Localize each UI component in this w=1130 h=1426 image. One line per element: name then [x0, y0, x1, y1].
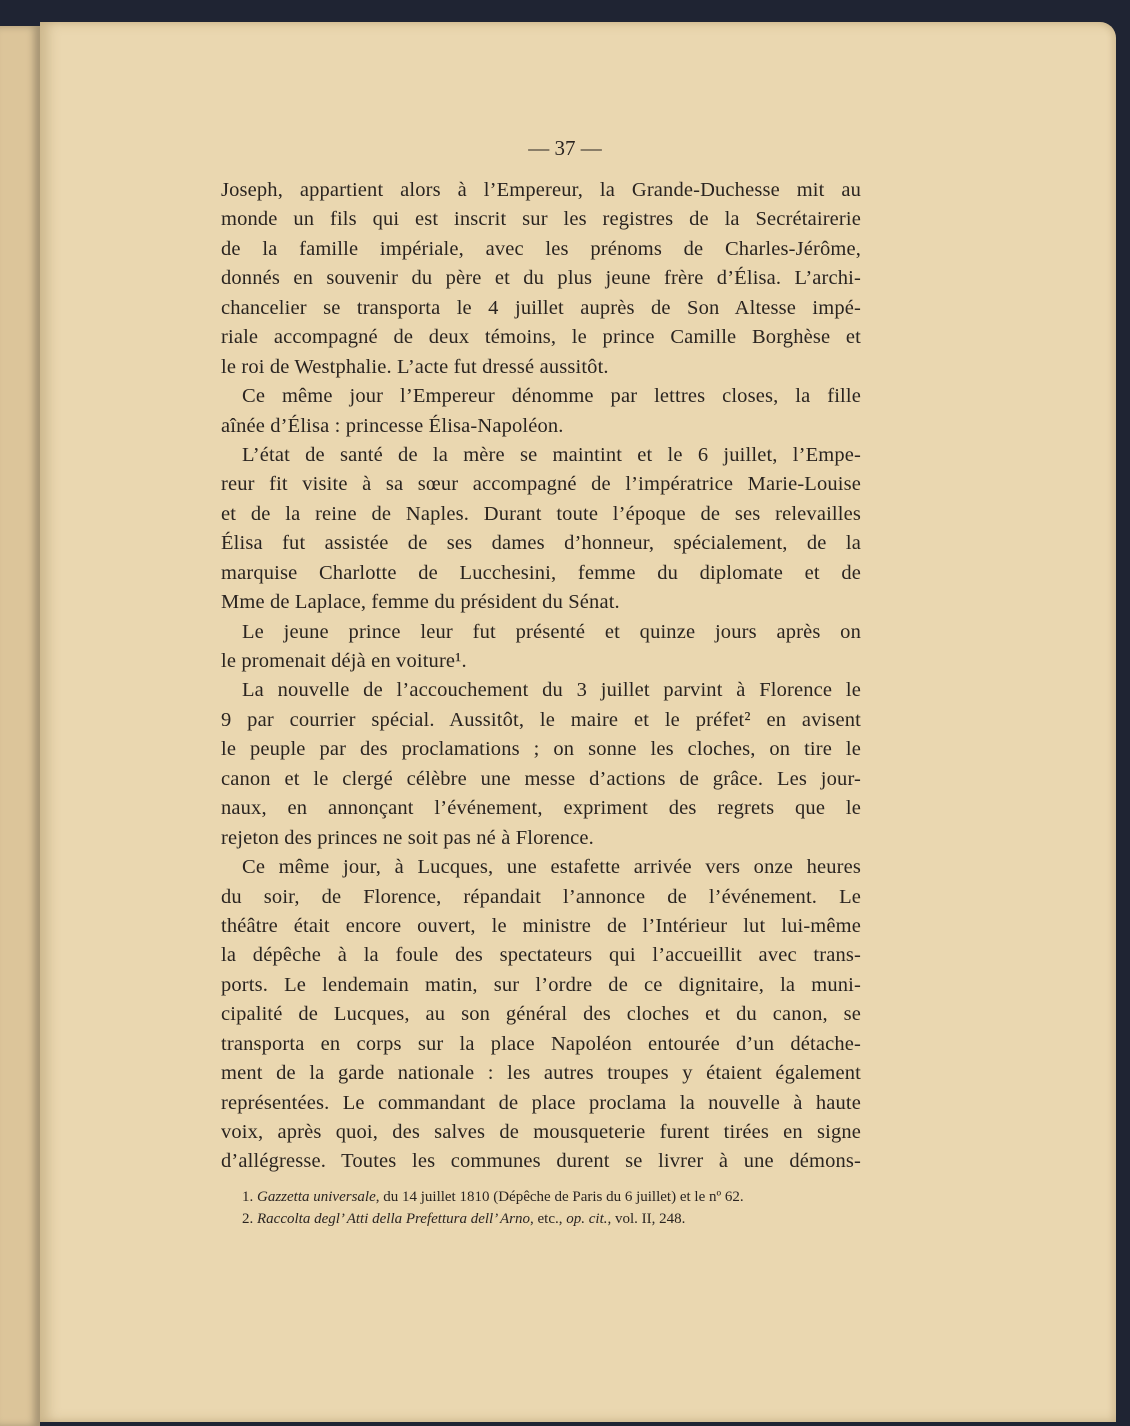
- text-line: ports. Le lendemain matin, sur l’ordre de ce dignitaire, la muni-: [221, 973, 861, 996]
- text-line: canon et le clergé célèbre une messe d’actions de grâce. Les jour-: [221, 767, 861, 790]
- text-line: d’allégresse. Toutes les communes durent se livrer à une démons-: [221, 1150, 861, 1173]
- text-line: aînée d’Élisa : princesse Élisa-Napoléon.: [221, 414, 564, 437]
- text-line: marquise Charlotte de Lucchesini, femme du diplomate et de: [221, 561, 861, 584]
- footnote-1: [242, 1186, 882, 1208]
- text-line: Ce même jour, à Lucques, une estafette arrivée vers onze heures: [242, 856, 861, 879]
- text-line: riale accompagné de deux témoins, le prince Camille Borghèse et: [221, 326, 861, 349]
- facing-page-edge: [0, 26, 40, 1426]
- text-line: donnés en souvenir du père et du plus jeune frère d’Élisa. L’archi-: [221, 267, 861, 290]
- text-line: et de la reine de Naples. Durant toute l’époque de ses relevailles: [221, 502, 861, 525]
- text-line: Le jeune prince leur fut présenté et quinze jours après on: [242, 620, 861, 643]
- footnote-2: [242, 1208, 882, 1230]
- footnote-abbrev: op. cit.: [566, 1211, 608, 1227]
- footnote-number: 1.: [242, 1189, 254, 1205]
- text-line: monde un fils qui est inscrit sur les registres de la Secrétairerie: [221, 208, 861, 231]
- footnote-number: 2.: [242, 1211, 254, 1227]
- footnote-text: , vol. II, 248.: [607, 1211, 686, 1227]
- text-line: voix, après quoi, des salves de mousqueterie furent tirées en signe: [221, 1121, 861, 1143]
- footnotes: [242, 1186, 882, 1230]
- text-line: Joseph, appartient alors à l’Empereur, la Grande-Duchesse mit au: [221, 179, 861, 201]
- text-line: le peuple par des proclamations ; on sonne les cloches, on tire le: [221, 738, 861, 761]
- text-line: L’état de santé de la mère se maintint et le 6 juillet, l’Empe-: [242, 443, 861, 466]
- page-number: — 37 —: [528, 136, 602, 160]
- text-line: la dépêche à la foule des spectateurs qui l’accueillit avec trans-: [221, 944, 861, 967]
- text-line: le roi de Westphalie. L’acte fut dressé aussitôt.: [221, 355, 609, 378]
- text-line: naux, en annonçant l’événement, expriment des regrets que le: [221, 797, 861, 820]
- footnote-text: , etc.,: [530, 1211, 567, 1227]
- text-line: le promenait déjà en voiture¹.: [221, 650, 467, 672]
- text-line: chancelier se transporta le 4 juillet auprès de Son Altesse impé-: [221, 296, 861, 319]
- text-line: La nouvelle de l’accouchement du 3 juillet parvint à Florence le: [242, 679, 861, 702]
- text-line: représentées. Le commandant de place proclama la nouvelle à haute: [221, 1091, 861, 1114]
- text-line: rejeton des princes ne soit pas né à Florence.: [221, 826, 594, 849]
- text-line: transporta en corps sur la place Napoléon entourée d’un détache-: [221, 1032, 861, 1055]
- footnote-text: , du 14 juillet 1810 (Dépêche de Paris du 6 juillet) et le nº 62.: [375, 1189, 744, 1205]
- text-line: Ce même jour l’Empereur dénomme par lettres closes, la fille: [242, 385, 861, 408]
- text-line: reur fit visite à sa sœur accompagné de l’impératrice Marie-Louise: [221, 473, 861, 496]
- text-line: du soir, de Florence, répandait l’annonce de l’événement. Le: [221, 885, 861, 908]
- text-line: ment de la garde nationale : les autres troupes y étaient également: [221, 1062, 861, 1085]
- text-line: 9 par courrier spécial. Aussitôt, le maire et le préfet² en avisent: [221, 708, 861, 731]
- body-text: [221, 176, 861, 1177]
- text-line: théâtre était encore ouvert, le ministre de l’Intérieur lut lui-même: [221, 914, 861, 937]
- text-line: cipalité de Lucques, au son général des cloches et du canon, se: [221, 1003, 861, 1026]
- text-line: Élisa fut assistée de ses dames d’honneur, spécialement, de la: [221, 532, 861, 555]
- text-line: de la famille impériale, avec les prénoms de Charles-Jérôme,: [221, 237, 861, 260]
- text-line: Mme de Laplace, femme du président du Sénat.: [221, 591, 620, 614]
- footnote-title: Gazzetta universale: [257, 1189, 376, 1205]
- footnote-title: Raccolta degl’ Atti della Prefettura dell’ Arno: [257, 1211, 531, 1227]
